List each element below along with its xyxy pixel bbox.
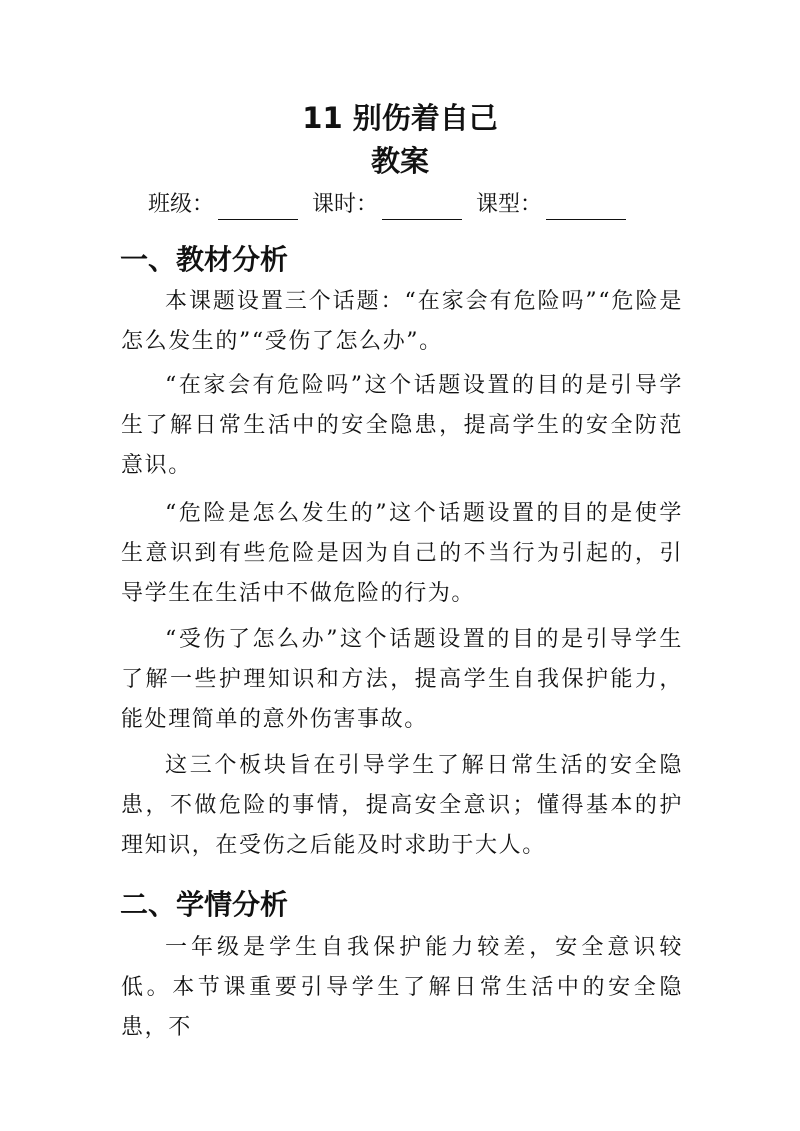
class-field (148, 190, 298, 220)
paragraph: “在家会有危险吗”这个话题设置的目的是引导学生了解日常生活中的安全隐患，提高学生的安全防范意识。 (121, 373, 683, 478)
class-blank (218, 197, 298, 220)
period-field (312, 190, 462, 220)
paragraph: “受伤了怎么办”这个话题设置的目的是引导学生了解一些护理知识和方法，提高学生自我保护能力，能处理简单的意外伤害事故。 (121, 627, 683, 732)
period-blank (382, 197, 462, 220)
section-heading-textbook-analysis: 一、教材分析 (120, 243, 289, 276)
paragraph: 一年级是学生自我保护能力较差，安全意识较低。本节课重要引导学生了解日常生活中的安全隐患，不 (121, 935, 683, 1040)
type-field (476, 190, 626, 220)
paragraph: 本课题设置三个话题：“在家会有危险吗”“危险是怎么发生的”“受伤了怎么办”。 (121, 289, 683, 354)
type-blank (546, 197, 626, 220)
class-label: 班级： (148, 192, 215, 217)
paragraph: 这三个板块旨在引导学生了解日常生活的安全隐患，不做危险的事情，提高安全意识；懂得基本的护理知识，在受伤之后能及时求助于大人。 (121, 753, 683, 858)
document-subtitle: 教案 (370, 144, 429, 178)
lesson-meta-line (148, 190, 688, 220)
type-label: 课型： (476, 192, 543, 217)
document-title: 11 别伤着自己 (302, 101, 498, 135)
period-label: 课时： (312, 192, 379, 217)
paragraph: “危险是怎么发生的”这个话题设置的目的是使学生意识到有些危险是因为自己的不当行为引起的，引导学生在生活中不做危险的行为。 (121, 501, 683, 606)
section-heading-learner-analysis: 二、学情分析 (120, 888, 289, 921)
